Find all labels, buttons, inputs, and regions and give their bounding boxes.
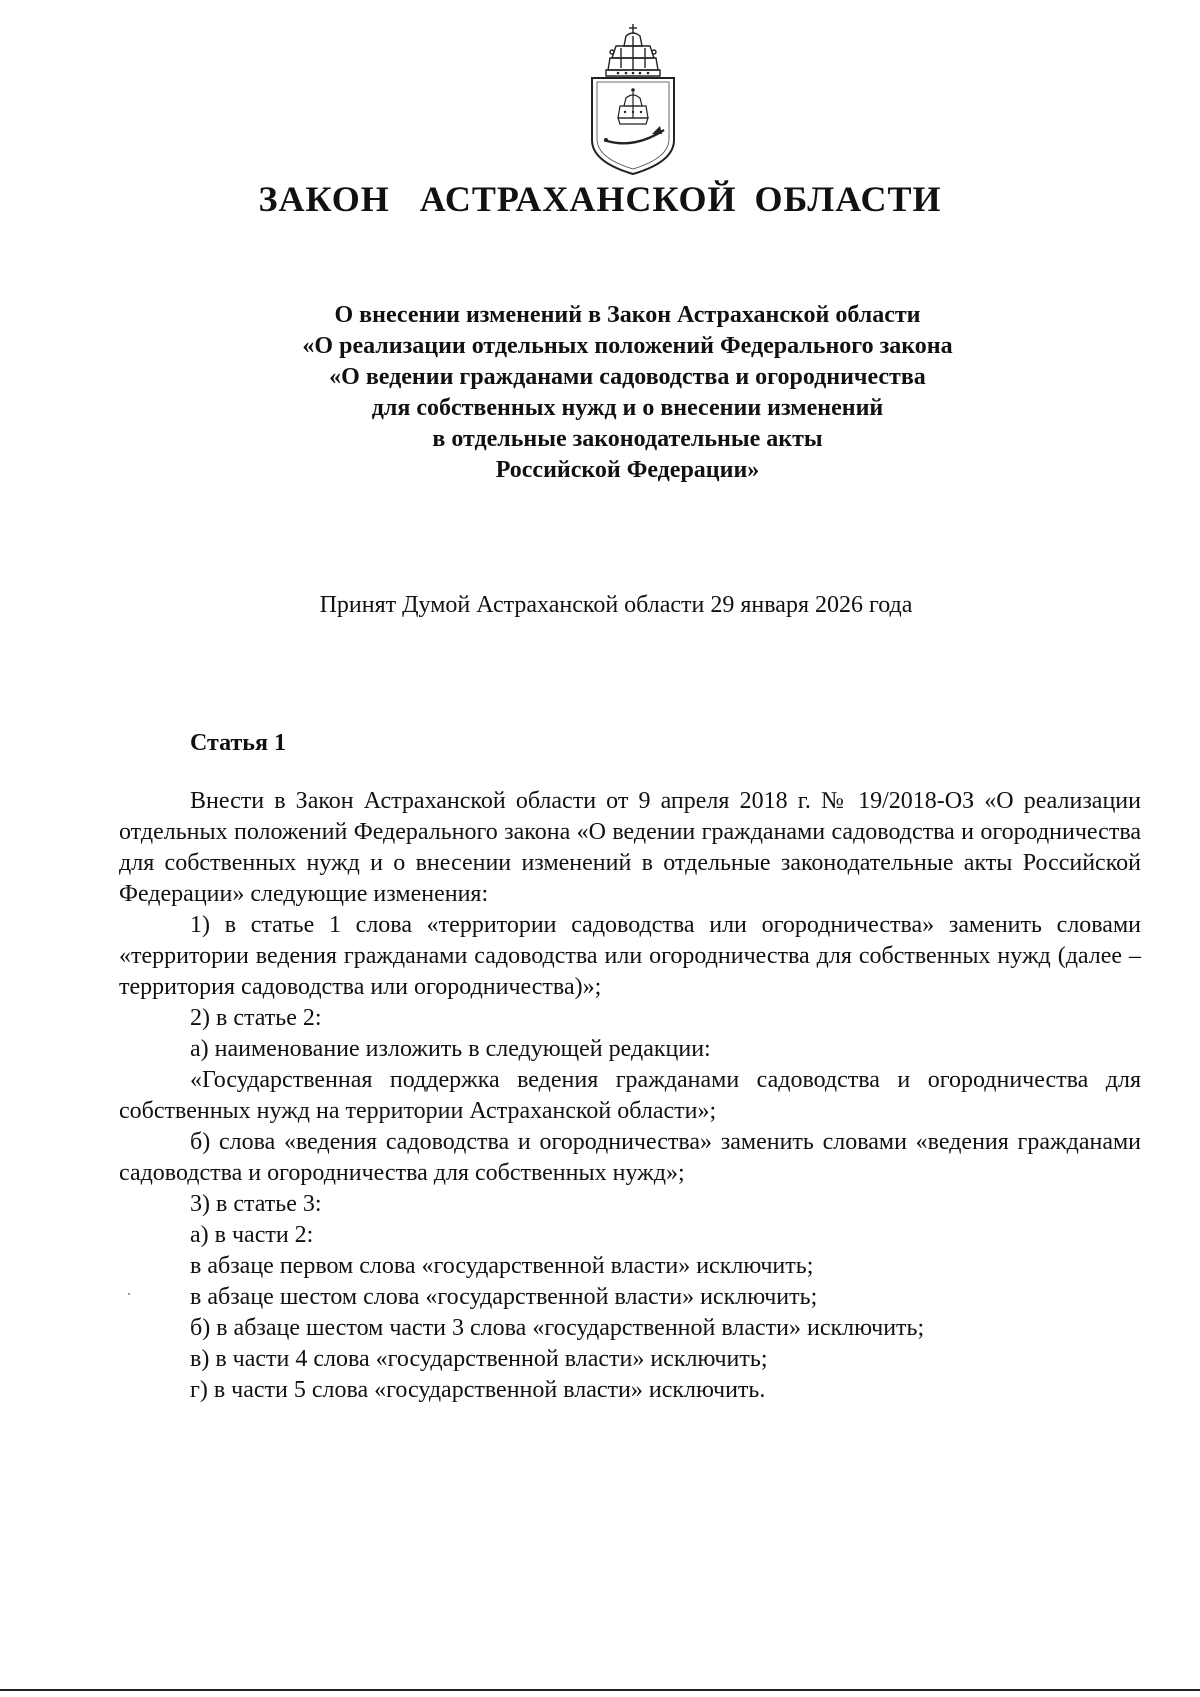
subtitle-line: О внесении изменений в Закон Астраханской области [334, 302, 921, 328]
subtitle-line: Российской Федерации» [495, 457, 760, 483]
subtitle-line: «О реализации отдельных положений Федерального закона [302, 333, 953, 359]
adoption-note: Принят Думой Астраханской области 29 января 2026 года [319, 592, 913, 618]
astrakhan-coat-of-arms-icon [588, 22, 678, 177]
article-paragraph: б) слова «ведения садоводства и огородничества» заменить словами «ведения гражданами садоводства и огородничества для собственных нужд»; [119, 1129, 1141, 1186]
article-paragraph: «Государственная поддержка ведения гражданами садоводства и огородничества для собственных нужд на территории Астраханской области»; [119, 1067, 1141, 1124]
article-paragraph: в абзаце первом слова «государственной власти» исключить; [190, 1253, 814, 1279]
article-paragraph: а) наименование изложить в следующей редакции: [190, 1036, 711, 1062]
law-title [0, 178, 1200, 220]
subtitle-line: в отдельные законодательные акты [432, 426, 823, 452]
law-title-region: АСТРАХАНСКОЙ ОБЛАСТИ [419, 179, 942, 219]
article-paragraph: Внести в Закон Астраханской области от 9 апреля 2018 г. № 19/2018-ОЗ «О реализации отдельных положений Федерального закона «О ведении гражданами садоводства и огородничества для собственных нужд и о внесении изменений в отдельные законодательные акты Российской Федерации» следующие изменения: [119, 788, 1141, 907]
law-subtitle [150, 300, 1105, 486]
article-paragraph: б) в абзаце шестом части 3 слова «государственной власти» исключить; [190, 1315, 925, 1341]
subtitle-line: «О ведении гражданами садоводства и огородничества [329, 364, 926, 390]
article-paragraph: 1) в статье 1 слова «территории садоводства или огородничества» заменить словами «территории ведения гражданами садоводства или огородничества для собственных нужд (далее – территория садоводства или огородничества)»; [119, 912, 1141, 1000]
article-paragraph: в) в части 4 слова «государственной власти» исключить; [190, 1346, 768, 1372]
article-paragraph: в абзаце шестом слова «государственной власти» исключить; [190, 1284, 818, 1310]
article-body [119, 786, 1141, 1406]
article-heading: Статья 1 [190, 730, 286, 756]
scan-artifact [128, 1293, 130, 1295]
article-paragraph: а) в части 2: [190, 1222, 314, 1248]
page-bottom-rule [0, 1689, 1200, 1691]
article-paragraph: г) в части 5 слова «государственной власти» исключить. [190, 1377, 766, 1403]
law-title-word: ЗАКОН [258, 179, 390, 219]
article-paragraph: 2) в статье 2: [190, 1005, 322, 1031]
article-paragraph: 3) в статье 3: [190, 1191, 322, 1217]
subtitle-line: для собственных нужд и о внесении изменений [371, 395, 884, 421]
